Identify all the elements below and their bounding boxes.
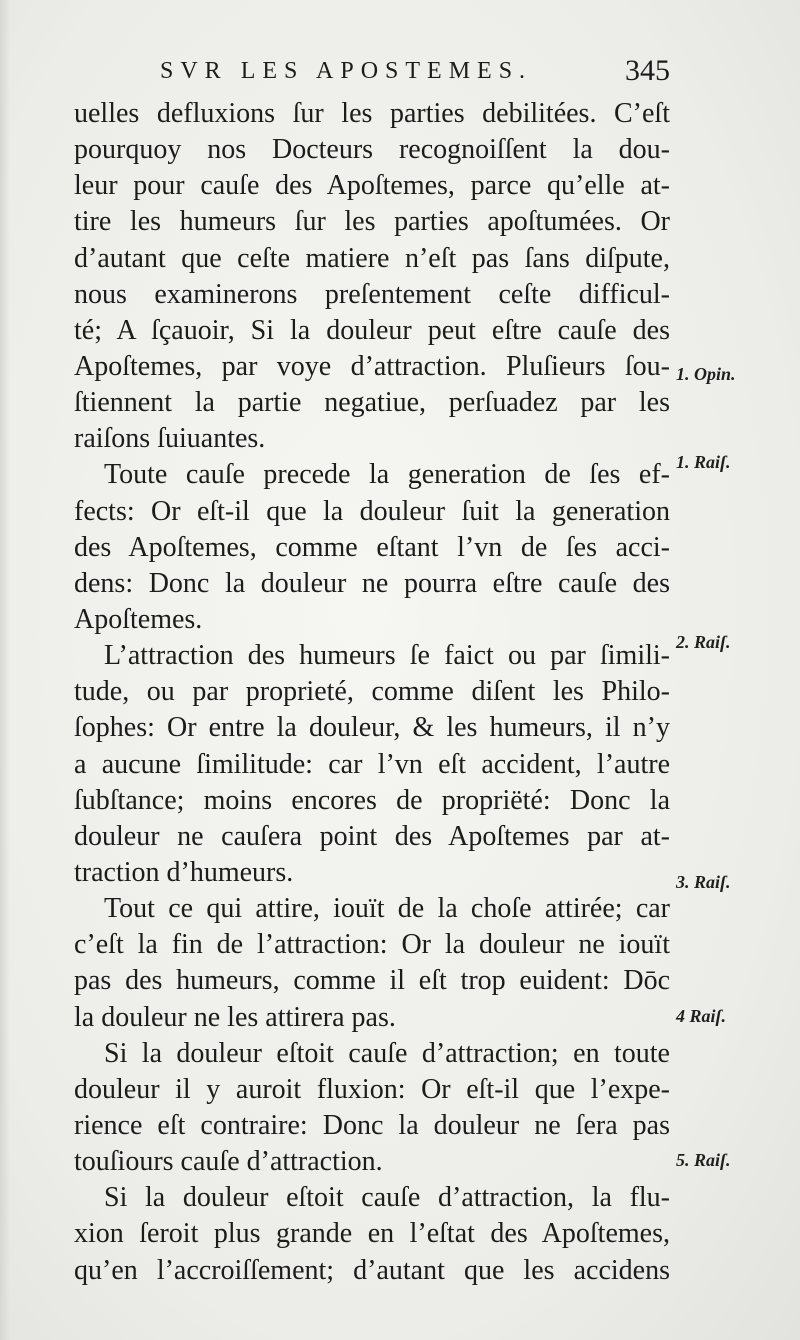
margin-note-reason-3: 3. Raiſ. [676,872,731,892]
body-text [74,96,670,1289]
margin-note-reason-2: 2. Raiſ. [676,632,731,652]
text-line: Si la douleur eſtoit cauſe d’attraction; en toute [104,1037,670,1069]
text-line: tude, ou par proprieté, comme diſent les Philo- [74,676,670,708]
text-line: leur pour cauſe des Apoſtemes, parce qu’elle at- [74,170,670,202]
page-header [160,54,670,94]
text-line: d’autant que ceſte matiere n’eſt pas ſans diſpute, [74,242,670,274]
text-line: pas des humeurs, comme il eſt trop euident: Dōc [74,965,670,997]
text-line: uelles defluxions ſur les parties debilitées. C’eſt [74,98,670,129]
text-line: tire les humeurs ſur les parties apoſtumées. Or [74,206,670,238]
running-head: SVR LES APOSTEMES. [160,58,533,84]
text-line: Tout ce qui attire, iouït de la choſe attirée; car [104,893,670,925]
page-gutter-shadow [0,0,10,1340]
text-line: ſophes: Or entre la douleur, & les humeurs, il n’y [74,712,670,744]
text-line: Si la douleur eſtoit cauſe d’attraction, la flu- [104,1182,670,1214]
text-line: fects: Or eſt-il que la douleur ſuit la generation [74,495,670,527]
text-line: c’eſt la fin de l’attraction: Or la douleur ne iouït [74,929,670,961]
text-line: traction d’humeurs. [74,856,294,888]
text-line: rience eſt contraire: Donc la douleur ne ſera pas [74,1109,670,1141]
text-line: ſubſtance; moins encores de propriëté: Donc la [74,784,670,816]
margin-note-reason-5: 5. Raiſ. [676,1150,731,1170]
margin-note-opinion: 1. Opin. [676,364,736,384]
text-line: pourquoy nos Docteurs recognoiſſent la dou- [74,134,670,166]
text-line: touſiours cauſe d’attraction. [74,1146,383,1178]
text-line: douleur ne cauſera point des Apoſtemes par at- [74,820,670,852]
text-line: Apoſtemes. [74,603,203,635]
text-line: nous examinerons preſentement ceſte difficul- [74,278,670,310]
text-line: ſtiennent la partie negatiue, perſuadez par les [74,387,670,419]
text-line: raiſons ſuiuantes. [74,423,266,455]
margin-note-reason-4: 4 Raiſ. [676,1006,727,1026]
text-line: L’attraction des humeurs ſe faict ou par ſimili- [104,640,670,672]
text-line: qu’en l’accroiſſement; d’autant que les accidens [74,1254,670,1286]
text-line: Toute cauſe precede la generation de ſes ef- [104,459,670,491]
text-line: té; A ſçauoir, Si la douleur peut eſtre cauſe des [74,314,670,346]
text-line: a aucune ſimilitude: car l’vn eſt accident, l’autre [74,748,670,780]
text-line: la douleur ne les attirera pas. [74,1001,396,1033]
margin-note-reason-1: 1. Raiſ. [676,452,731,472]
text-line: dens: Donc la douleur ne pourra eſtre cauſe des [74,567,670,599]
text-line: douleur il y auroit fluxion: Or eſt-il que l’expe- [74,1073,670,1105]
text-line: Apoſtemes, par voye d’attraction. Pluſieurs ſou- [74,350,670,382]
text-line: xion ſeroit plus grande en l’eſtat des Apoſtemes, [74,1218,670,1250]
page-number: 345 [625,54,670,87]
text-line: des Apoſtemes, comme eſtant l’vn de ſes acci- [74,531,670,563]
